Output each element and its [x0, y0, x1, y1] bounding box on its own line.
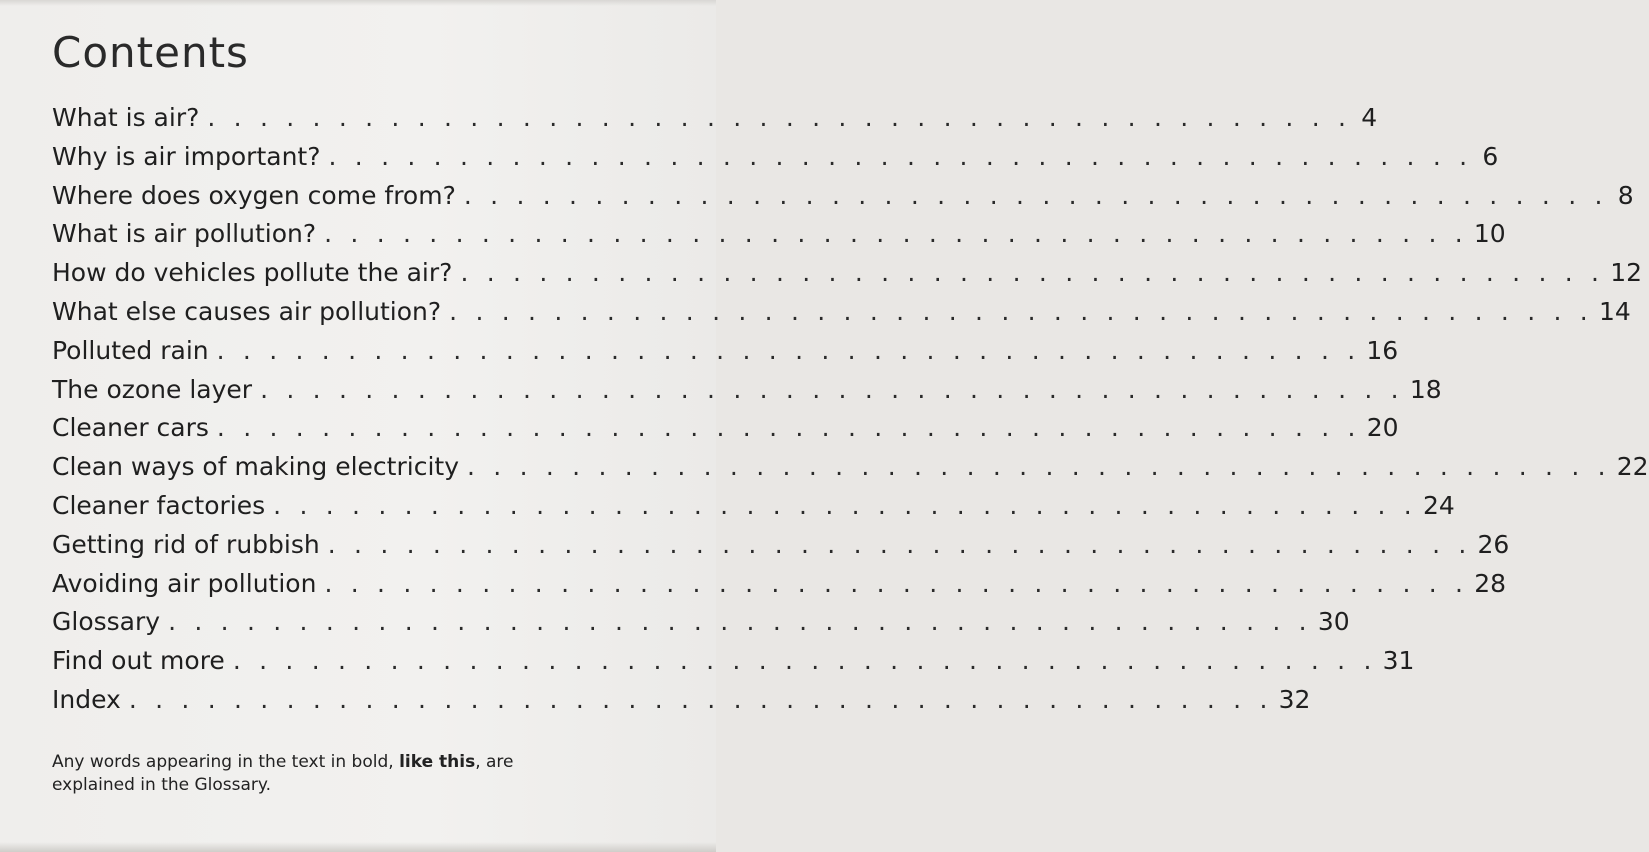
toc-entry[interactable]	[52, 684, 1311, 724]
glossary-note	[52, 751, 572, 797]
toc-page-number: 30	[1317, 607, 1350, 637]
toc-entry[interactable]	[52, 258, 1643, 297]
toc-leader-dots: . . . . . . . . . . . . . . . . . . . . . . . . . . . . . . . . . . . . . . . . . . . .	[273, 490, 1417, 520]
toc-page-number: 4	[1361, 103, 1378, 132]
toc-leader-dots: . . . . . . . . . . . . . . . . . . . . . . . . . . . . . . . . . . . . . . . . . . . .	[260, 374, 1404, 404]
toc-entry-title: Glossary	[52, 607, 161, 637]
glossary-note-text-after: , are explained in the Glossary.	[52, 752, 514, 795]
toc-entry-title: How do vehicles pollute the air?	[52, 258, 453, 288]
toc-leader-dots: . . . . . . . . . . . . . . . . . . . . . . . . . . . . . . . . . . . . . . . . . . . .	[324, 568, 1469, 598]
page-title: Contents	[52, 28, 249, 77]
toc-entry-title: Polluted rain	[52, 335, 209, 365]
toc-leader-dots: . . . . . . . . . . . . . . . . . . . . . . . . . . . . . . . . . . . . . . . . . . . .	[168, 607, 1312, 637]
toc-leader-dots: . . . . . . . . . . . . . . . . . . . . . . . . . . . . . . . . . . . . . . . . . . . .	[328, 141, 1473, 171]
page-edge-shadow-top	[0, 0, 716, 6]
toc-entry[interactable]	[52, 413, 1399, 452]
toc-entry[interactable]	[52, 452, 1649, 491]
page-edge-shadow-bottom	[0, 842, 716, 852]
toc-leader-dots: . . . . . . . . . . . . . . . . . . . . . . . . . . . . . . . . . . . . . . . . . . . .	[463, 180, 1608, 210]
toc-page-number: 31	[1382, 646, 1415, 676]
toc-entry[interactable]	[52, 141, 1499, 181]
toc-page-number: 6	[1482, 141, 1499, 171]
toc-page-number: 28	[1474, 568, 1507, 598]
glossary-note-text-before: Any words appearing in the text in bold,	[52, 752, 400, 772]
toc-leader-dots: . . . . . . . . . . . . . . . . . . . . . . . . . . . . . . . . . . . . . . . . . . . .	[128, 684, 1273, 714]
table-of-contents	[52, 103, 1649, 724]
toc-page-number: 24	[1422, 490, 1455, 520]
toc-entry-title: Cleaner cars	[52, 413, 209, 443]
toc-entry-title: Avoiding air pollution	[52, 568, 317, 598]
toc-entry-title: What is air?	[52, 103, 200, 132]
toc-entry[interactable]	[52, 568, 1507, 608]
toc-entry-title: Where does oxygen come from?	[52, 180, 456, 210]
toc-leader-dots: . . . . . . . . . . . . . . . . . . . . . . . . . . . . . . . . . . . . . . . . . . . .	[327, 529, 1472, 559]
toc-page-number: 26	[1477, 529, 1510, 559]
toc-page-number: 32	[1278, 684, 1311, 714]
toc-entry[interactable]	[52, 529, 1510, 569]
toc-page-number: 16	[1366, 335, 1399, 365]
toc-leader-dots: . . . . . . . . . . . . . . . . . . . . . . . . . . . . . . . . . . . . . . . . . . . .	[449, 296, 1593, 326]
toc-leader-dots: . . . . . . . . . . . . . . . . . . . . . . . . . . . . . . . . . . . . . . . . . . . .	[467, 452, 1611, 482]
toc-entry-title: Why is air important?	[52, 141, 321, 171]
toc-entry[interactable]	[52, 607, 1350, 646]
toc-entry-title: The ozone layer	[52, 374, 253, 404]
toc-entry-title: Getting rid of rubbish	[52, 529, 320, 559]
toc-entry[interactable]	[52, 646, 1415, 685]
toc-entry[interactable]	[52, 374, 1442, 414]
toc-leader-dots: . . . . . . . . . . . . . . . . . . . . . . . . . . . . . . . . . . . . . . . . . . . .	[232, 646, 1377, 676]
toc-entry-title: Index	[52, 684, 121, 714]
toc-entry[interactable]	[52, 103, 1378, 142]
toc-entry[interactable]	[52, 219, 1506, 258]
toc-leader-dots: . . . . . . . . . . . . . . . . . . . . . . . . . . . . . . . . . . . . . . . . . . . .	[216, 413, 1361, 443]
toc-entry-title: Clean ways of making electricity	[52, 452, 459, 482]
toc-page-number: 22	[1616, 452, 1649, 482]
toc-entry[interactable]	[52, 180, 1634, 220]
toc-entry[interactable]	[52, 490, 1455, 530]
glossary-note-bold-example: like this	[399, 752, 476, 772]
toc-page-number: 14	[1598, 296, 1631, 326]
toc-page-number: 8	[1617, 180, 1634, 210]
toc-leader-dots: . . . . . . . . . . . . . . . . . . . . . . . . . . . . . . . . . . . . . . . . . . . .	[216, 335, 1361, 365]
toc-page-number: 12	[1610, 258, 1643, 288]
toc-page-number: 20	[1366, 413, 1399, 443]
toc-leader-dots: . . . . . . . . . . . . . . . . . . . . . . . . . . . . . . . . . . . . . . . . . . . .	[324, 219, 1468, 249]
toc-entry-title: What is air pollution?	[52, 219, 317, 249]
toc-page-number: 10	[1473, 219, 1506, 249]
toc-entry[interactable]	[52, 296, 1631, 336]
toc-leader-dots: . . . . . . . . . . . . . . . . . . . . . . . . . . . . . . . . . . . . . . . . . . . .	[460, 258, 1605, 288]
toc-entry-title: What else causes air pollution?	[52, 296, 442, 326]
toc-entry-title: Find out more	[52, 646, 225, 676]
toc-entry[interactable]	[52, 335, 1399, 375]
toc-leader-dots: . . . . . . . . . . . . . . . . . . . . . . . . . . . . . . . . . . . . . . . . . . . .	[207, 103, 1352, 132]
toc-entry-title: Cleaner factories	[52, 490, 266, 520]
toc-page-number: 18	[1409, 374, 1442, 404]
